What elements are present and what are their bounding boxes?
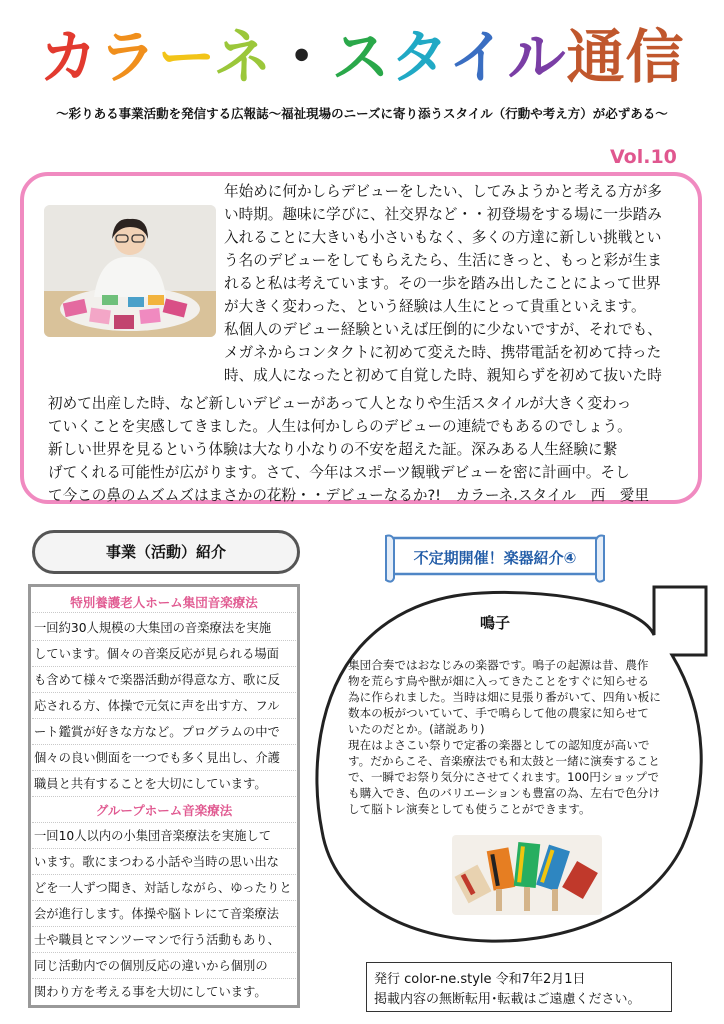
activity-text-line: います。歌にまつわる小話や当時の思い出な bbox=[34, 855, 279, 869]
intro-line: 新しい世界を見るという体験は大なり小なりの不安を超えた証。深みある人生経験に繋 bbox=[48, 441, 618, 458]
activity-heading: グループホーム音楽療法 bbox=[95, 803, 233, 818]
intro-line: メガネからコンタクトに初めて変えた時、携帯電話を初めて持った bbox=[224, 344, 662, 361]
instrument-name: 鳴子 bbox=[479, 614, 510, 632]
title-char: ル bbox=[507, 23, 567, 91]
activity-text-line: 関わり方を考える事を大切にしています。 bbox=[34, 985, 267, 999]
instrument-text-line: いたのだとか。(諸説あり) bbox=[348, 722, 485, 736]
instrument-text-line: 為に作られました。当時は畑に見張り番がいて、四角い板に bbox=[348, 690, 661, 704]
activity-heading: 特別養護老人ホーム集団音楽療法 bbox=[70, 595, 258, 610]
intro-line: 入れることに大きいも小さいもなく、多くの方達に新しい挑戦とい bbox=[224, 229, 662, 246]
title-char: ネ bbox=[213, 23, 273, 91]
intro-line: が大きく変わった、という経験は人生にとって貴重といえます。 bbox=[224, 298, 646, 315]
publisher-line: 発行 color-ne.style 令和7年2月1日 bbox=[374, 972, 586, 987]
activity-text-line: 職員と共有することを大切にしています。 bbox=[34, 777, 267, 791]
activity-text-line: 個々の良い側面を一つでも多く見出し、介護 bbox=[34, 751, 280, 765]
activity-text-line: 士や職員とマンツーマンで行う活動もあり、 bbox=[34, 933, 280, 947]
instrument-banner-text: 不定期開催！楽器紹介④ bbox=[413, 549, 577, 567]
instrument-text-line: 物を荒らす鳥や獣が畑に入ってきたことをすぐに知らせる bbox=[348, 674, 650, 688]
activity-text-line: ート鑑賞が好きな方など。プログラムの中で bbox=[34, 725, 280, 739]
instrument-text-line: 現在はよさこい祭りで定番の楽器としての認知度が高いで bbox=[348, 738, 650, 752]
intro-line: 年始めに何かしらデビューをしたい、してみようかと考える方が多 bbox=[224, 183, 662, 200]
intro-line: ていくことを実感してきました。人生は何かしらのデビューの連続でもあるのでしょう。 bbox=[48, 418, 632, 435]
activity-text-line: も含めて様々で楽器活動が得意な方、歌に反 bbox=[34, 673, 280, 687]
title-char: カ bbox=[39, 23, 99, 91]
activity-text-line: 会が進行します。体操や脳トレにて音楽療法 bbox=[34, 907, 279, 921]
title-char: ー bbox=[157, 23, 214, 91]
subtitle: ～彩りある事業活動を発信する広報誌～福祉現場のニーズに寄り添うスタイル（行動や考え方）が必ずある～ bbox=[56, 106, 668, 121]
intro-signature-line: て今この鼻のムズムズはまさかの花粉・・デビューなるか?! カラーネ.スタイル 西 愛里 bbox=[48, 487, 649, 504]
activity-text-line: 一回約30人規模の大集団の音楽療法を実施 bbox=[34, 621, 271, 635]
intro-line: 私個人のデビュー経験といえば圧倒的に少ないですが、それでも、 bbox=[224, 321, 662, 338]
naruko-photo bbox=[452, 835, 602, 915]
newsletter-title bbox=[0, 22, 724, 92]
author-photo bbox=[44, 205, 216, 337]
intro-line: い時期。趣味に学びに、社交界など・・初登場をする場に一歩踏み bbox=[224, 206, 662, 223]
title-char: ラ bbox=[98, 23, 158, 91]
activity-text-line: どを一人ずつ聞き、対話しながら、ゆったりと bbox=[34, 881, 292, 895]
title-char: タ bbox=[390, 23, 449, 91]
title-char: ス bbox=[331, 23, 391, 91]
intro-line: う名のデビューをしてもらえたら、生活にきっと、もっと彩が生ま bbox=[224, 252, 662, 269]
instrument-text-line: 集団合奏ではおなじみの楽器です。鳴子の起源は昔、農作 bbox=[348, 658, 649, 672]
intro-line: 初めて出産した時、など新しいデビューがあって人となりや生活スタイルが大きく変わっ bbox=[48, 395, 632, 412]
intro-line: げてくれる可能性が広がります。さて、今年はスポーツ観戦デビューを密に計画中。そし bbox=[48, 464, 630, 481]
volume-number: Vol.10 bbox=[610, 146, 677, 168]
activity-text-line: 一回10人以内の小集団音楽療法を実施して bbox=[34, 829, 271, 843]
instrument-text-line: 数本の板がついていて、手で鳴らして他の農家に知らせて bbox=[348, 706, 649, 720]
activity-text-line: 同じ活動内での個別反応の違いから個別の bbox=[34, 959, 268, 973]
instrument-text-line: で、一瞬でお祭り気分にさせてくれます。100円ショップで bbox=[348, 770, 659, 784]
title-char: 通信 bbox=[566, 23, 685, 91]
instrument-text-line: す。だからこそ、音楽療法でも和太鼓と一緒に演奏すること bbox=[348, 754, 660, 768]
instrument-banner bbox=[382, 532, 608, 584]
activity-text-line: しています。個々の音楽反応が見られる場面 bbox=[34, 647, 279, 661]
instrument-text-line: して脳トレ演奏としても使うことができます。 bbox=[348, 802, 591, 816]
intro-line: 時、成人になったと初めて自覚した時、親知らずを初めて抜いた時 bbox=[224, 367, 662, 384]
activity-text-line: 応される方、体操で元気に声を出す方、フル bbox=[34, 699, 280, 713]
instrument-text-line: も購入でき、色のバリエーションも豊富の為、左右で色分け bbox=[348, 786, 660, 800]
activities-section-title: 事業（活動）紹介 bbox=[32, 530, 300, 574]
copyright-notice: 掲載内容の無断転用･転載はご遠慮ください。 bbox=[374, 992, 641, 1007]
intro-line: れると私は考えています。その一歩を踏み出したことによって世界 bbox=[224, 275, 661, 292]
title-char: イ bbox=[448, 23, 508, 91]
title-char: ・ bbox=[272, 23, 332, 91]
